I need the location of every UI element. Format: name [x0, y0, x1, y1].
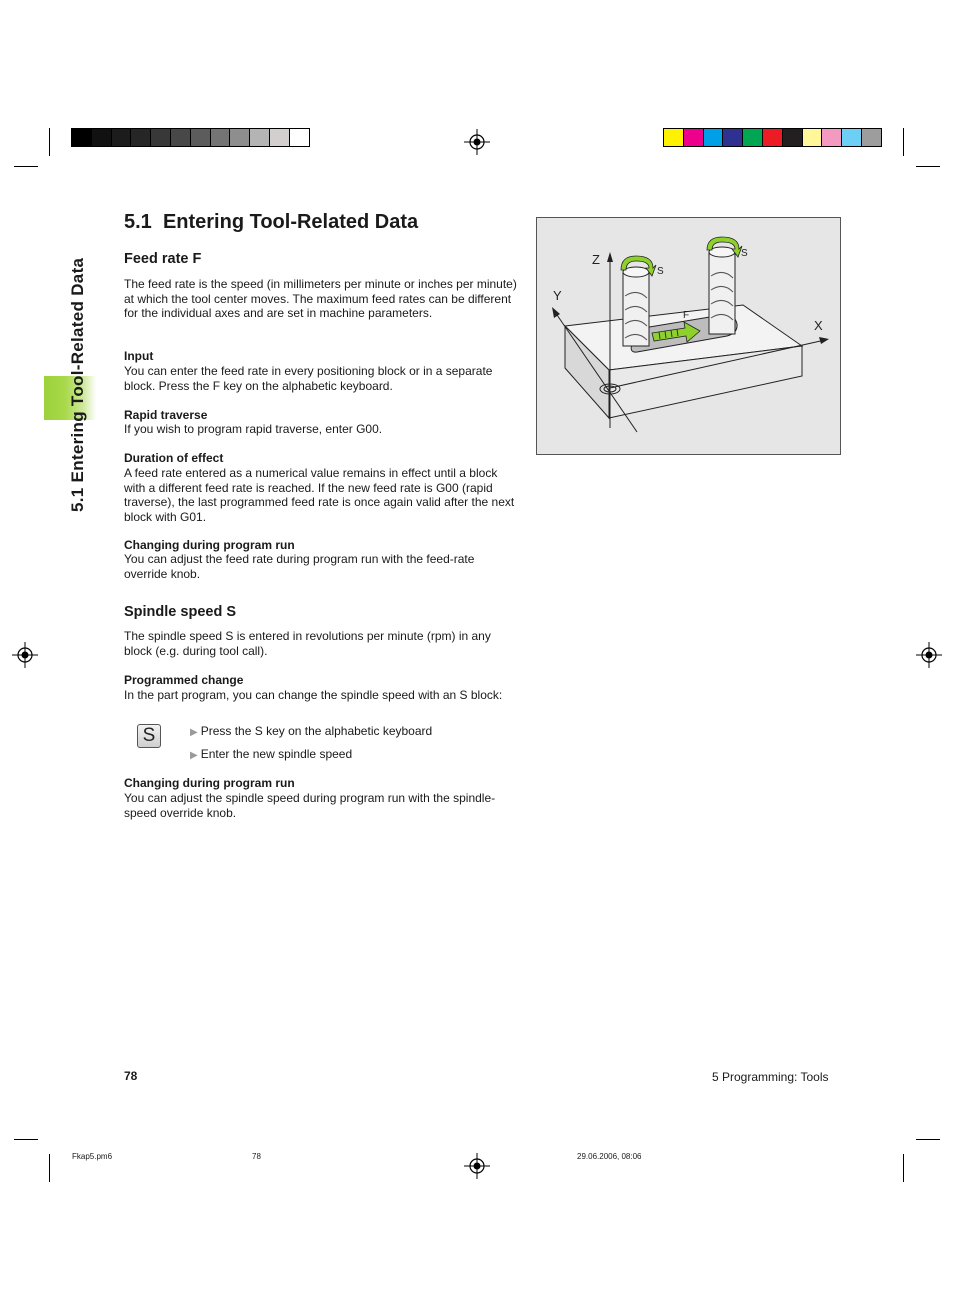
- feed-changing-text: You can adjust the feed rate during program run with the feed-rate override knob.: [124, 552, 475, 581]
- spindle-left-label: S: [657, 266, 664, 277]
- feed-rate-heading: Feed rate F: [124, 251, 202, 267]
- color-swatch: [91, 128, 112, 147]
- crop-mark: [916, 1139, 940, 1140]
- right-cutter: [709, 252, 735, 334]
- step-item: [190, 724, 432, 740]
- color-swatch: [210, 128, 231, 147]
- color-swatch: [802, 128, 823, 147]
- crop-mark: [903, 1154, 904, 1182]
- step-item: [190, 747, 352, 763]
- programmed-change-heading: Programmed change: [124, 673, 244, 687]
- color-swatch: [722, 128, 743, 147]
- registration-mark-icon: [464, 129, 490, 155]
- crop-mark: [14, 1139, 38, 1140]
- rapid-traverse-text: If you wish to program rapid traverse, enter G00.: [124, 422, 383, 436]
- registration-mark-icon: [464, 1153, 490, 1179]
- triangle-bullet-icon: ▶: [190, 750, 198, 761]
- section-title: [124, 211, 418, 234]
- color-swatch: [190, 128, 211, 147]
- axis-x-label: X: [814, 318, 823, 333]
- registration-mark-icon: [916, 642, 942, 668]
- milling-diagram-svg: [537, 218, 840, 454]
- registration-mark-icon: [12, 642, 38, 668]
- y-axis-arrow: [552, 307, 560, 318]
- chapter-footer: 5 Programming: Tools: [712, 1070, 829, 1084]
- input-heading: Input: [124, 349, 154, 363]
- color-swatch: [130, 128, 151, 147]
- color-swatch: [703, 128, 724, 147]
- rapid-traverse-heading: Rapid traverse: [124, 408, 208, 422]
- spindle-changing-heading: Changing during program run: [124, 776, 295, 790]
- spindle-changing-text: You can adjust the spindle speed during program run with the spindle-speed override knob.: [124, 791, 496, 820]
- section-number: 5.1: [124, 211, 152, 233]
- step-text: Press the S key on the alphabetic keyboard: [200, 724, 433, 738]
- color-swatch: [269, 128, 290, 147]
- page-number: 78: [124, 1069, 138, 1083]
- crop-mark: [903, 128, 904, 156]
- slug-date: 29.06.2006, 08:06: [577, 1152, 642, 1161]
- feed-label: F: [683, 310, 690, 321]
- section-title-text: Entering Tool-Related Data: [162, 211, 419, 233]
- right-cutter-top: [709, 247, 735, 257]
- crop-mark: [49, 1154, 50, 1182]
- crop-mark: [14, 166, 38, 167]
- feed-rate-intro: The feed rate is the speed (in millimeters per minute or inches per minute) at which the tool center moves. The maximum feed rates can be different for the individual axes and are set in machine parameters.: [124, 277, 517, 320]
- step-text: Enter the new spindle speed: [200, 747, 353, 761]
- color-swatch: [683, 128, 704, 147]
- color-swatch: [289, 128, 310, 147]
- color-swatch: [71, 128, 92, 147]
- color-swatch: [249, 128, 270, 147]
- crop-mark: [916, 166, 940, 167]
- crop-mark: [49, 128, 50, 156]
- side-tab-title: 5.1 Entering Tool-Related Data: [68, 257, 87, 512]
- color-swatch: [229, 128, 250, 147]
- color-swatch: [111, 128, 132, 147]
- color-swatch: [782, 128, 803, 147]
- duration-text: A feed rate entered as a numerical value remains in effect until a block with a different feed rate is reached. If the new feed rate is G00 (rapid traverse), the last programmed feed rate is once again valid after the next block with G01.: [124, 466, 515, 524]
- color-swatch: [821, 128, 842, 147]
- slug-file: Fkap5.pm6: [72, 1152, 113, 1161]
- axis-y-label: Y: [553, 288, 562, 303]
- axis-z-label: Z: [592, 252, 600, 267]
- z-axis-arrow: [607, 252, 613, 262]
- color-swatch: [170, 128, 191, 147]
- left-cutter-top: [623, 267, 649, 277]
- spindle-right-label: S: [741, 248, 748, 259]
- spindle-speed-heading: Spindle speed S: [124, 604, 236, 620]
- color-swatch: [762, 128, 783, 147]
- feed-changing-heading: Changing during program run: [124, 538, 295, 552]
- slug-page: 78: [252, 1152, 261, 1161]
- s-key-icon: S: [137, 724, 161, 748]
- color-swatch: [150, 128, 171, 147]
- x-axis-arrow: [819, 337, 829, 344]
- spindle-intro: The spindle speed S is entered in revolutions per minute (rpm) in any block (e.g. during tool call).: [124, 629, 491, 658]
- triangle-bullet-icon: ▶: [190, 727, 198, 738]
- duration-heading: Duration of effect: [124, 451, 224, 465]
- color-swatch: [663, 128, 684, 147]
- programmed-change-text: In the part program, you can change the spindle speed with an S block:: [124, 688, 503, 702]
- milling-diagram: [536, 217, 841, 455]
- input-text: You can enter the feed rate in every positioning block or in a separate block. Press the F key on the alphabetic keyboard.: [124, 364, 493, 393]
- color-swatch: [861, 128, 882, 147]
- color-swatch: [841, 128, 862, 147]
- color-swatch: [742, 128, 763, 147]
